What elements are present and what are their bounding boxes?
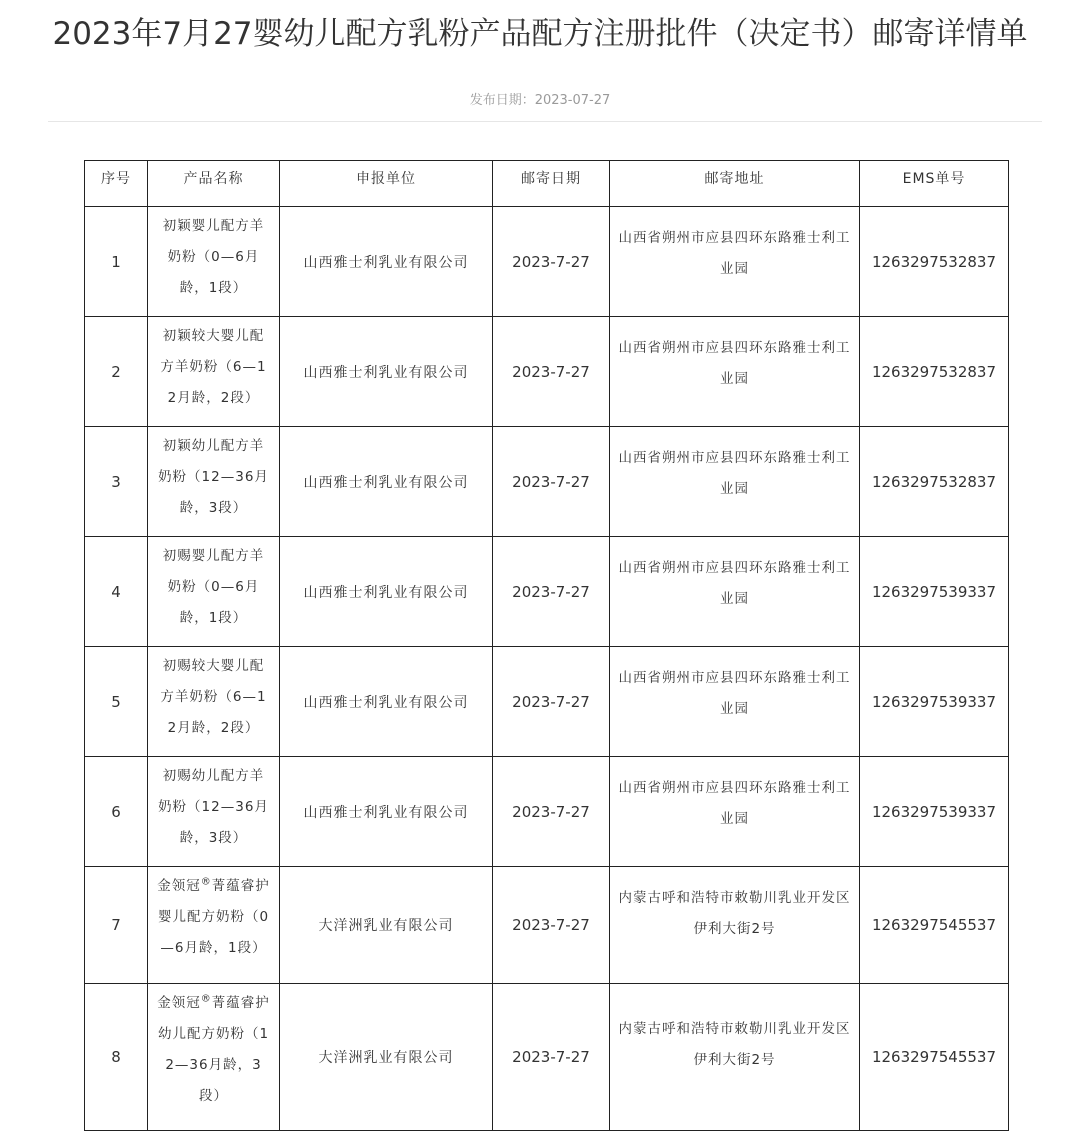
cell-applicant: 山西雅士利乳业有限公司 (280, 317, 493, 427)
header-index: 序号 (85, 161, 148, 207)
header-ems-number: EMS单号 (860, 161, 1009, 207)
cell-product-name (148, 984, 280, 1131)
cell-product-name: 初赐幼儿配方羊奶粉（12—36月龄，3段） (148, 757, 280, 867)
cell-index: 7 (85, 867, 148, 984)
cell-ems-number: 1263297539337 (860, 647, 1009, 757)
header-mail-address: 邮寄地址 (610, 161, 860, 207)
table-row (85, 317, 1009, 427)
mailing-details-table (84, 160, 1009, 1131)
table-header-row (85, 161, 1009, 207)
cell-mail-date: 2023-7-27 (493, 317, 610, 427)
publish-date-value: 2023-07-27 (534, 93, 611, 108)
cell-index: 8 (85, 984, 148, 1131)
cell-mail-address: 山西省朔州市应县四环东路雅士利工业园 (610, 427, 860, 537)
cell-index: 4 (85, 537, 148, 647)
cell-index: 6 (85, 757, 148, 867)
header-mail-date: 邮寄日期 (493, 161, 610, 207)
registered-mark: ® (200, 993, 212, 1005)
table-row (85, 427, 1009, 537)
page-title: 2023年7月27婴幼儿配方乳粉产品配方注册批件（决定书）邮寄详情单 (52, 16, 1028, 52)
table-row (85, 867, 1009, 984)
cell-applicant: 山西雅士利乳业有限公司 (280, 207, 493, 317)
table-row (85, 647, 1009, 757)
title-divider (48, 121, 1042, 122)
cell-mail-address: 内蒙古呼和浩特市敕勒川乳业开发区伊利大街2号 (610, 984, 860, 1131)
cell-mail-address: 山西省朔州市应县四环东路雅士利工业园 (610, 757, 860, 867)
cell-ems-number: 1263297532837 (860, 317, 1009, 427)
cell-product-name: 初赐较大婴儿配方羊奶粉（6—12月龄，2段） (148, 647, 280, 757)
cell-mail-address: 内蒙古呼和浩特市敕勒川乳业开发区伊利大街2号 (610, 867, 860, 984)
publish-date (0, 92, 1080, 110)
product-brand: 金领冠 (157, 878, 201, 894)
header-applicant: 申报单位 (280, 161, 493, 207)
cell-product-name: 初颖幼儿配方羊奶粉（12—36月龄，3段） (148, 427, 280, 537)
table-row (85, 757, 1009, 867)
cell-index: 1 (85, 207, 148, 317)
cell-mail-date: 2023-7-27 (493, 757, 610, 867)
cell-index: 3 (85, 427, 148, 537)
table-row (85, 984, 1009, 1131)
cell-index: 2 (85, 317, 148, 427)
cell-mail-address: 山西省朔州市应县四环东路雅士利工业园 (610, 537, 860, 647)
cell-index: 5 (85, 647, 148, 757)
cell-ems-number: 1263297539337 (860, 537, 1009, 647)
cell-mail-date: 2023-7-27 (493, 537, 610, 647)
cell-mail-date: 2023-7-27 (493, 207, 610, 317)
cell-mail-address: 山西省朔州市应县四环东路雅士利工业园 (610, 647, 860, 757)
product-name-rest: 菁蕴睿护婴儿配方奶粉（0—6月龄，1段） (157, 878, 270, 956)
cell-applicant: 大洋洲乳业有限公司 (280, 984, 493, 1131)
registered-mark: ® (200, 876, 212, 888)
cell-mail-date: 2023-7-27 (493, 427, 610, 537)
header-product-name: 产品名称 (148, 161, 280, 207)
cell-applicant: 山西雅士利乳业有限公司 (280, 427, 493, 537)
cell-ems-number: 1263297545537 (860, 867, 1009, 984)
table-row (85, 537, 1009, 647)
cell-mail-address: 山西省朔州市应县四环东路雅士利工业园 (610, 207, 860, 317)
cell-applicant: 山西雅士利乳业有限公司 (280, 537, 493, 647)
cell-ems-number: 1263297532837 (860, 427, 1009, 537)
cell-mail-date: 2023-7-27 (493, 867, 610, 984)
cell-product-name (148, 867, 280, 984)
cell-product-name: 初颖较大婴儿配方羊奶粉（6—12月龄，2段） (148, 317, 280, 427)
table-row (85, 207, 1009, 317)
cell-ems-number: 1263297539337 (860, 757, 1009, 867)
cell-applicant: 山西雅士利乳业有限公司 (280, 757, 493, 867)
product-brand: 金领冠 (157, 995, 201, 1011)
cell-product-name: 初颖婴儿配方羊奶粉（0—6月龄，1段） (148, 207, 280, 317)
publish-date-label: 发布日期： (469, 93, 535, 108)
product-name-rest: 菁蕴睿护幼儿配方奶粉（12—36月龄，3段） (157, 995, 270, 1104)
cell-applicant: 大洋洲乳业有限公司 (280, 867, 493, 984)
cell-mail-address: 山西省朔州市应县四环东路雅士利工业园 (610, 317, 860, 427)
cell-mail-date: 2023-7-27 (493, 647, 610, 757)
cell-ems-number: 1263297532837 (860, 207, 1009, 317)
cell-ems-number: 1263297545537 (860, 984, 1009, 1131)
cell-product-name: 初赐婴儿配方羊奶粉（0—6月龄，1段） (148, 537, 280, 647)
cell-mail-date: 2023-7-27 (493, 984, 610, 1131)
cell-applicant: 山西雅士利乳业有限公司 (280, 647, 493, 757)
